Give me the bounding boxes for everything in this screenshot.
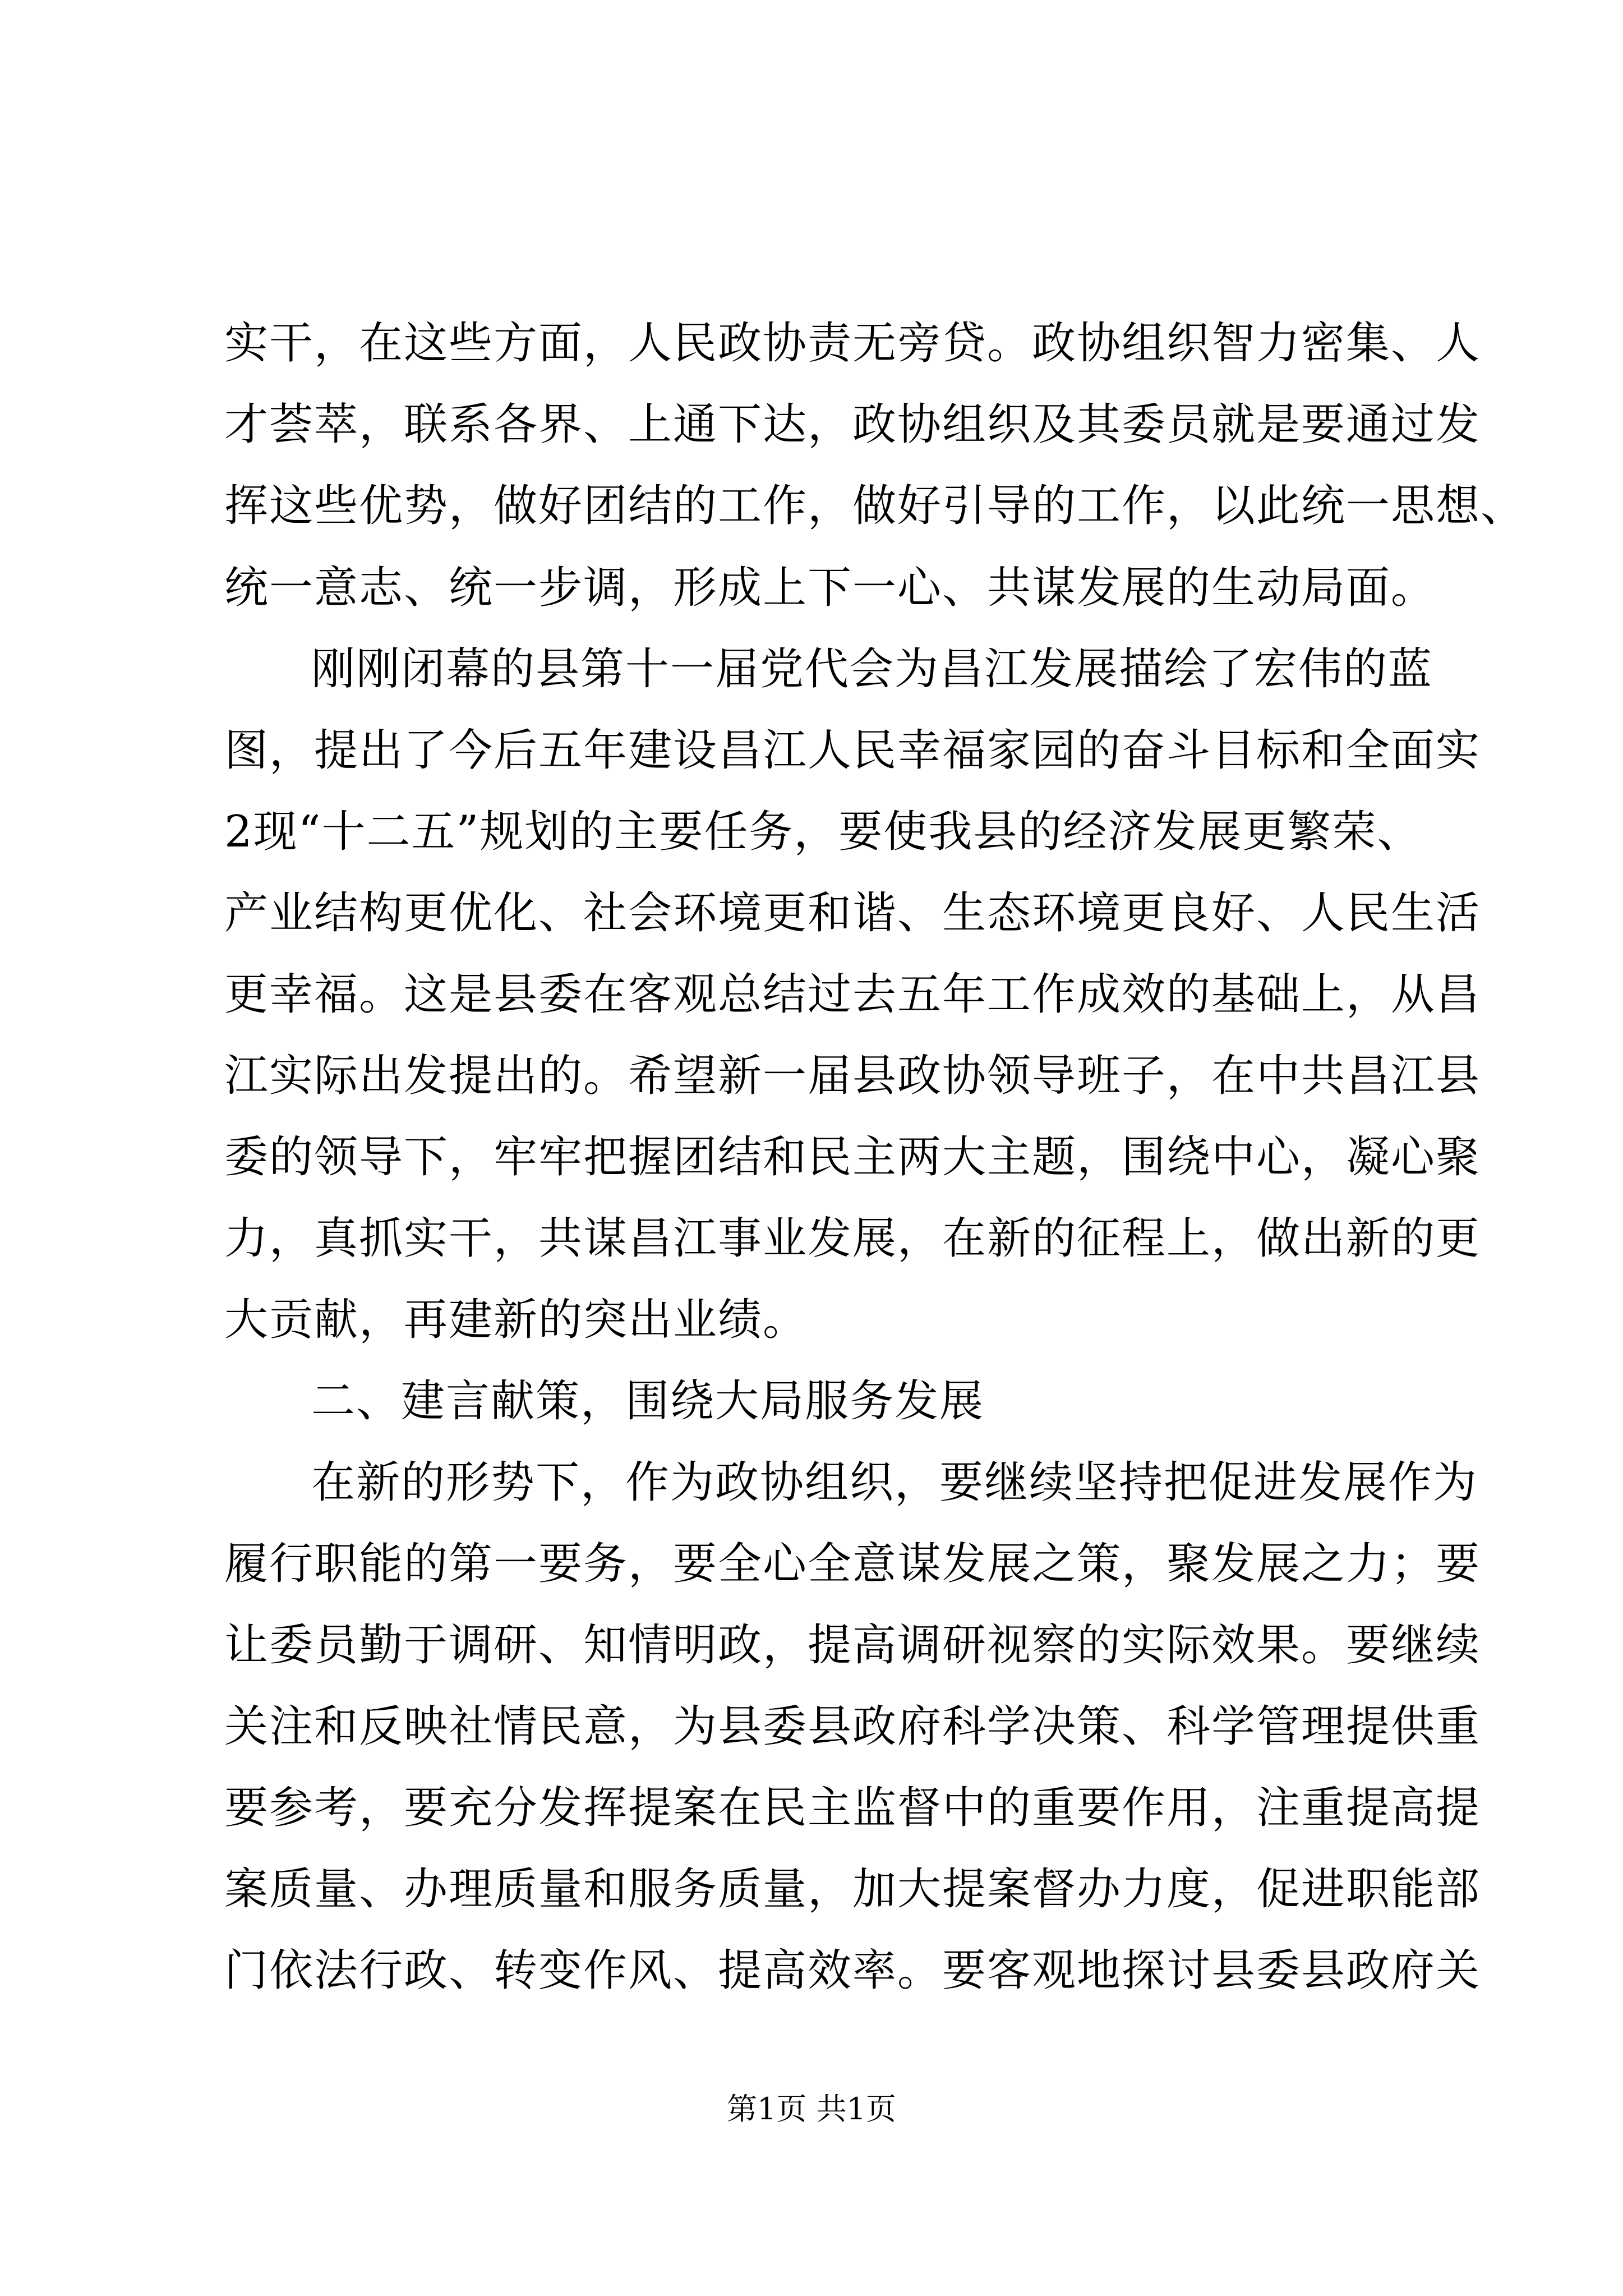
text-line: 更幸福。这是县委在客观总结过去五年工作成效的基础上，从昌 (224, 969, 1481, 1020)
text-line: 2现“十二五”规划的主要任务，要使我县的经济发展更繁荣、 (224, 807, 1422, 857)
text-line: 让委员勤于调研、知情明政，提高调研视察的实际效果。要继续 (224, 1620, 1481, 1671)
section-heading: 二、建言献策，围绕大局服务发展 (311, 1376, 985, 1427)
text-line: 才荟萃，联系各界、上通下达，政协组织及其委员就是要通过发 (224, 399, 1481, 450)
text-line: 产业结构更优化、社会环境更和谐、生态环境更良好、人民生活 (224, 888, 1481, 938)
text-line: 图，提出了今后五年建设昌江人民幸福家园的奋斗目标和全面实 (224, 725, 1481, 776)
text-line: 履行职能的第一要务，要全心全意谋发展之策，聚发展之力；要 (224, 1539, 1481, 1589)
text-line: 关注和反映社情民意，为县委县政府科学决策、科学管理提供重 (224, 1701, 1481, 1752)
text-line: 力，真抓实干，共谋昌江事业发展，在新的征程上，做出新的更 (224, 1213, 1481, 1264)
text-line: 委的领导下，牢牢把握团结和民主两大主题，围绕中心，凝心聚 (224, 1132, 1481, 1182)
text-line: 案质量、办理质量和服务质量，加大提案督办力度，促进职能部 (224, 1864, 1481, 1915)
text-line: 统一意志、统一步调，形成上下一心、共谋发展的生动局面。 (224, 563, 1436, 613)
text-line: 门依法行政、转变作风、提高效率。要客观地探讨县委县政府关 (224, 1945, 1481, 1996)
text-line: 大贡献，再建新的突出业绩。 (224, 1295, 808, 1345)
text-line: 江实际出发提出的。希望新一届县政协领导班子，在中共昌江县 (224, 1051, 1481, 1101)
text-line: 实干，在这些方面，人民政协责无旁贷。政协组织智力密集、人 (224, 318, 1481, 369)
paragraph-first-line: 在新的形势下，作为政协组织，要继续坚持把促进发展作为 (311, 1457, 1478, 1508)
text-line: 要参考，要充分发挥提案在民主监督中的重要作用，注重提高提 (224, 1783, 1481, 1833)
text-line: 挥这些优势，做好团结的工作，做好引导的工作，以此统一思想、 (224, 481, 1526, 531)
paragraph-first-line: 刚刚闭幕的县第十一届党代会为昌江发展描绘了宏伟的蓝 (311, 644, 1433, 694)
page-footer: 第1页 共1页 (727, 2091, 896, 2127)
